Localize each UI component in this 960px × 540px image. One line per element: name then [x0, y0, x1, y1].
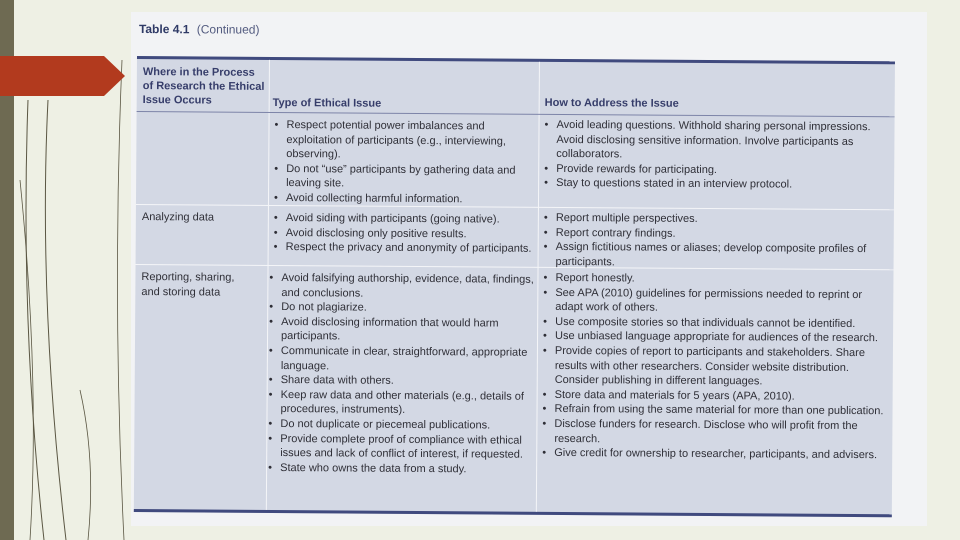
table-continued-label: (Continued) — [196, 22, 260, 37]
list-item: • Report honestly. — [541, 271, 889, 288]
list-item: • Report contrary findings. — [542, 225, 888, 242]
row1-process — [143, 117, 267, 118]
list-item: • Use unbiased language appropriate for audiences of the research. — [541, 329, 889, 346]
row2-process: Analyzing data — [141, 211, 215, 224]
list-item: • Respect potential power imbalances and exploitation of participants (e.g., interviewing, observing). — [272, 118, 536, 164]
list-item: • Provide rewards for participating. — [542, 162, 888, 179]
list-item: • Provide copies of report to participants and stakeholders. Share results with other researchers. Consider website distribution. Consider publishing in different languages. — [541, 344, 889, 390]
list-item: • Avoid falsifying authorship, evidence, data, findings, and conclusions. — [267, 271, 535, 302]
header-divider — [137, 111, 895, 117]
list-item: • Avoid siding with participants (going native). — [272, 211, 536, 227]
list-item: • Communicate in clear, straightforward, appropriate language. — [267, 344, 535, 375]
row2-address-list — [542, 211, 888, 272]
row3-address-list — [540, 271, 889, 463]
list-item: • Refrain from using the same material for more than one publication. — [540, 402, 888, 419]
table-photo — [131, 12, 927, 526]
list-item: • Disclose funders for research. Disclose who will profit from the research. — [540, 417, 888, 449]
list-item: • Avoid collecting harmful information. — [272, 191, 536, 207]
row1-address-list — [542, 118, 889, 193]
list-item: • Avoid leading questions. Withhold sharing personal impressions. Avoid disclosing sensitive information. Involve participants as collaborators. — [542, 118, 888, 164]
row3-process: Reporting, sharing, and storing data — [141, 271, 235, 299]
list-item: • Avoid disclosing only positive results. — [272, 226, 536, 242]
list-item: • State who owns the data from a study. — [266, 461, 534, 477]
list-item: • Share data with others. — [267, 373, 535, 389]
pointer-arrow-shape — [0, 56, 125, 96]
row3-type-list — [266, 271, 535, 477]
list-item: • Keep raw data and other materials (e.g., details of procedures, instruments). — [266, 388, 534, 419]
header-type: Type of Ethical Issue — [272, 96, 382, 110]
list-item: • Respect the privacy and anonymity of participants. — [272, 240, 536, 256]
list-item: • Assign fictitious names or aliases; develop composite profiles of participants. — [542, 240, 888, 272]
header-address: How to Address the Issue — [544, 96, 679, 110]
row2-type-list — [272, 211, 536, 257]
list-item: • Stay to questions stated in an interview protocol. — [542, 176, 888, 193]
list-item: • Do not duplicate or piecemeal publications. — [266, 417, 534, 433]
list-item: • Do not plagiarize. — [267, 300, 535, 316]
list-item: • Do not “use” participants by gathering data and leaving site. — [272, 162, 536, 193]
table-title — [139, 22, 260, 37]
list-item: • Give credit for ownership to researcher, participants, and advisers. — [540, 446, 888, 463]
table-number: Table 4.1 — [138, 22, 190, 37]
list-item: • Avoid disclosing information that would harm participants. — [267, 315, 535, 346]
list-item: • Report multiple perspectives. — [542, 211, 888, 228]
ethics-table — [134, 56, 895, 517]
row1-type-list — [272, 118, 537, 207]
list-item: • Use composite stories so that individuals cannot be identified. — [541, 315, 889, 332]
header-process: Where in the Process of Research the Ethical Issue Occurs — [142, 66, 265, 107]
list-item: • See APA (2010) guidelines for permissions needed to reprint or adapt work of others. — [541, 285, 889, 317]
list-item: • Store data and materials for 5 years (APA, 2010). — [541, 388, 889, 405]
list-item: • Provide complete proof of compliance with ethical issues and lack of conflict of interest, if requested. — [266, 431, 534, 462]
